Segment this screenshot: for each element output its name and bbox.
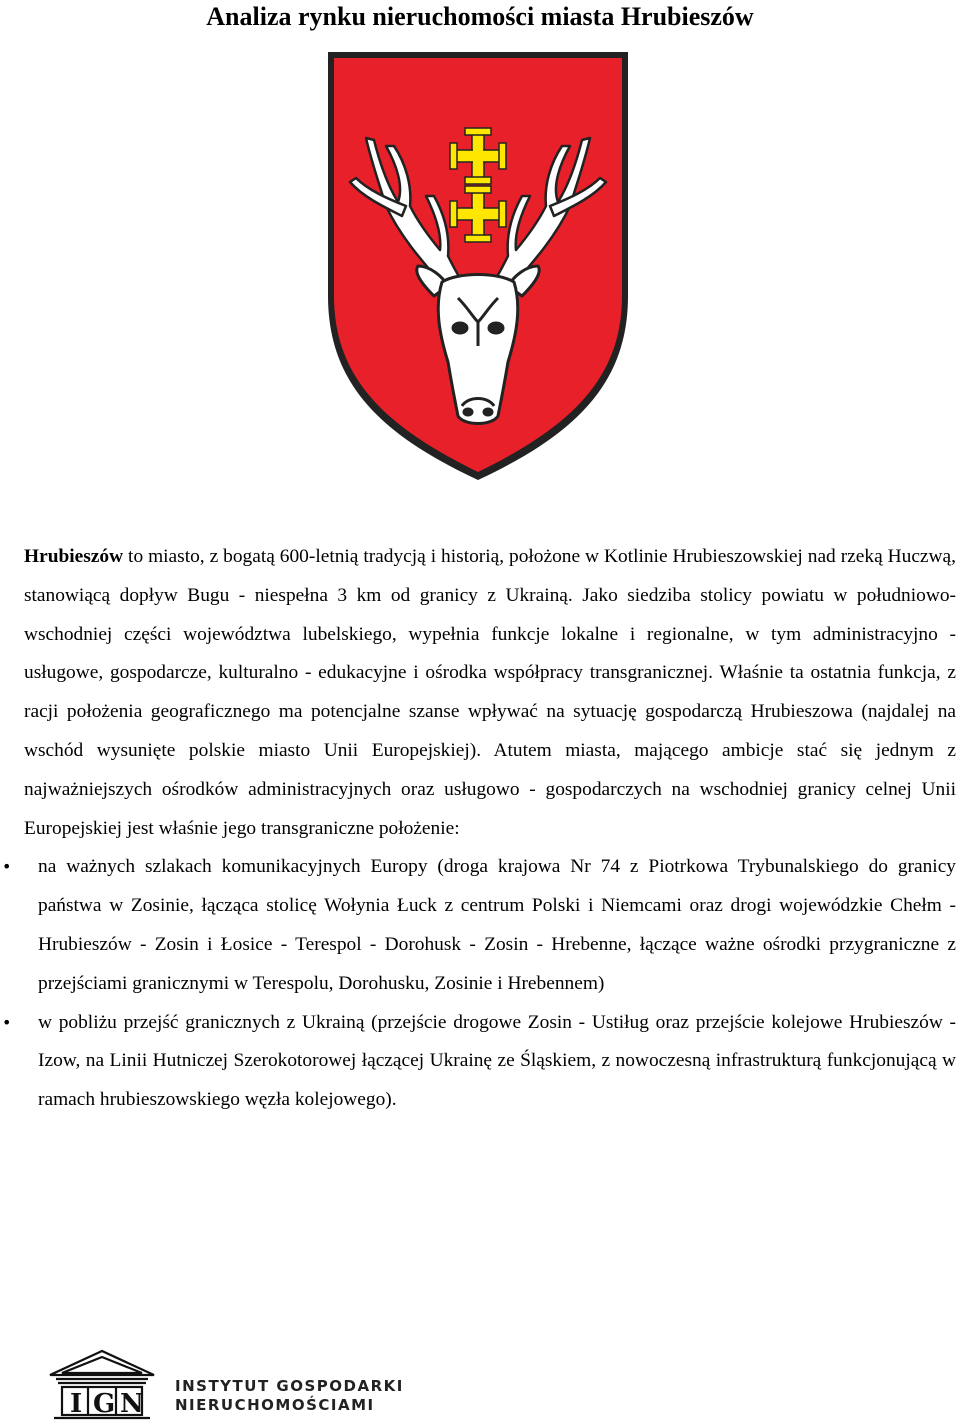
logo-letter-g: G — [93, 1389, 116, 1419]
logo-line-1: INSTYTUT GOSPODARKI — [175, 1377, 404, 1395]
page-title: Analiza rynku nieruchomości miasta Hrubieszów — [206, 2, 754, 31]
logo-letter-i: I — [70, 1389, 83, 1419]
list-item: • w pobliżu przejść granicznych z Ukrainą (przejście drogowe Zosin - Ustiług oraz przejście kolejowe Hrubieszów - Izow, na Linii Hutniczej Szerokotorowej łączącej Ukrainę ze Śląskiem, z nowoczesną infrastrukturą funkcjonującą w ramach hrubieszowskiego węzła kolejowego). — [24, 1004, 956, 1120]
logo-letter-n: N — [120, 1389, 144, 1419]
location-list — [24, 848, 956, 1120]
logo-wordmark — [175, 1377, 404, 1415]
list-item: • na ważnych szlakach komunikacyjnych Europy (droga krajowa Nr 74 z Piotrkowa Trybunalskiego do granicy państwa w Zosinie, łącząca stolicę Wołynia Łuck z centrum Polski i Niemcami oraz drogi wojewódzkie Chełm - Hrubieszów - Zosin i Łosice - Terespol - Dorohusk - Zosin - Hrebenne, łączące ważne ośrodki przygraniczne z przejściami granicznymi w Terespolu, Dorohusku, Zosinie i Hrebennem) — [24, 848, 956, 1003]
coat-of-arms-deer-icon — [322, 46, 634, 486]
intro-paragraph — [24, 538, 956, 848]
city-name: Hrubieszów — [24, 546, 124, 567]
logo-line-2: NIERUCHOMOŚCIAMI — [175, 1396, 375, 1414]
intro-text: to miasto, z bogatą 600-letnią tradycją i historią, położone w Kotlinie Hrubieszowskiej nad rzeką Huczwą, stanowiącą dopływ Bugu - niespełna 3 km od granicy z Ukrainą. Jako siedziba stolicy powiatu w południowo-wschodniej części województwa lubelskiego, wypełnia funkcje lokalne i regionalne, w tym administracyjno - usługowe, gospodarcze, kulturalno - edukacyjne i ośrodka współpracy transgranicznej. Właśnie ta ostatnia funkcja, z racji położenia geograficznego ma potencjalne szanse wpływać na sytuację gospodarczą Hrubieszowa (najdalej na wschód wysunięte polskie miasto Unii Europejskiej). Atutem miasta, mającego ambicje stać się jednym z najważniejszych ośrodków administracyjnych oraz usługowo - gospodarczych na wschodniej granicy celnej Unii Europejskiej jest właśnie jego transgraniczne położenie: — [24, 546, 956, 839]
document-body — [24, 538, 956, 1120]
